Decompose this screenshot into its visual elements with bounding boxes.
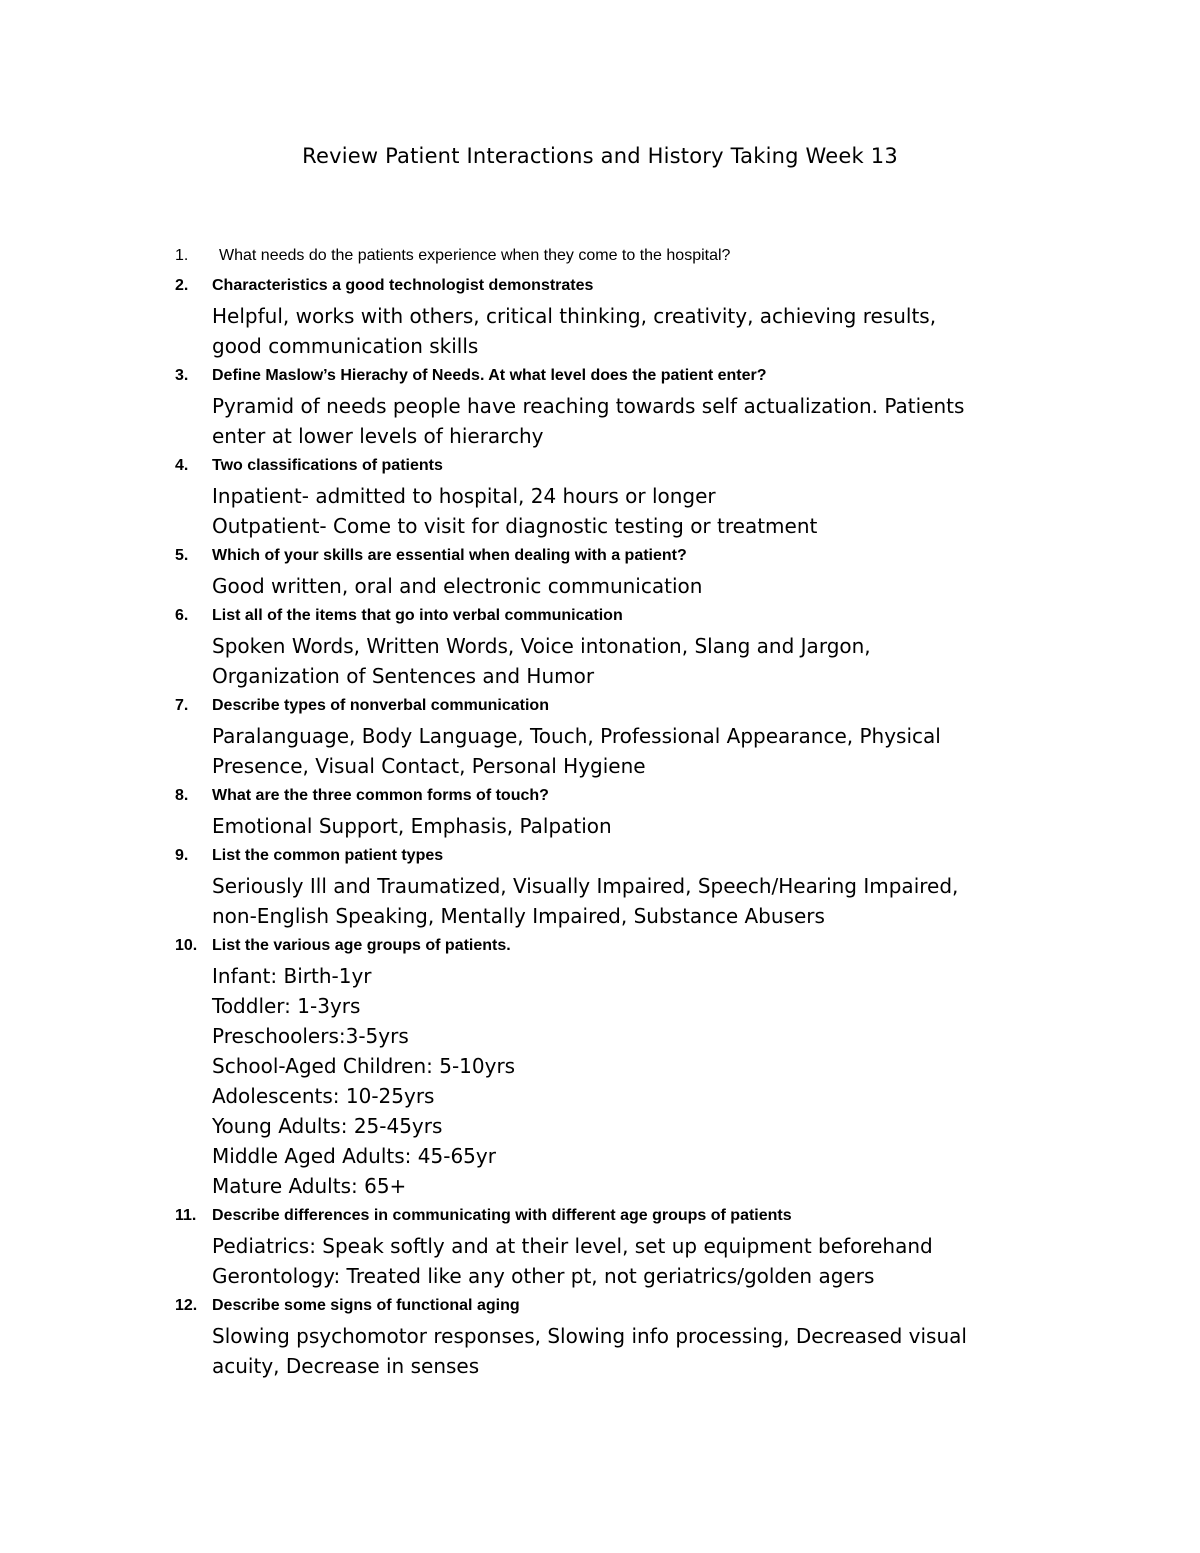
question-text: Define Maslow’s Hierachy of Needs. At what level does the patient enter? [212, 367, 767, 384]
question-text: Describe types of nonverbal communication [212, 697, 549, 714]
answer-line: non-English Speaking, Mentally Impaired, Substance Abusers [212, 904, 825, 928]
answer-line: Mature Adults: 65+ [212, 1174, 407, 1198]
question-item [175, 241, 1075, 271]
question-number: 9. [175, 847, 189, 864]
question-number: 2. [175, 277, 189, 294]
answer-line: Pyramid of needs people have reaching towards self actualization. Patients [212, 394, 965, 418]
question-item [175, 781, 1075, 841]
question-number: 7. [175, 697, 189, 714]
answer-line: acuity, Decrease in senses [212, 1354, 480, 1378]
question-item [175, 451, 1075, 541]
question-text: Characteristics a good technologist demonstrates [212, 277, 594, 294]
answer-line: Preschoolers:3-5yrs [212, 1024, 409, 1048]
answer-line: Slowing psychomotor responses, Slowing info processing, Decreased visual [212, 1324, 967, 1348]
answer-line: good communication skills [212, 334, 479, 358]
question-item [175, 601, 1075, 691]
answer-line: Spoken Words, Written Words, Voice intonation, Slang and Jargon, [212, 634, 871, 658]
question-text: Two classifications of patients [212, 457, 443, 474]
question-number: 11. [175, 1207, 197, 1224]
question-item [175, 361, 1075, 451]
question-text: Describe some signs of functional aging [212, 1297, 520, 1314]
question-item [175, 691, 1075, 781]
question-item [175, 1201, 1075, 1291]
question-item [175, 931, 1075, 1201]
answer-line: Pediatrics: Speak softly and at their level, set up equipment beforehand [212, 1234, 933, 1258]
question-text: List all of the items that go into verbal communication [212, 607, 623, 624]
answer-line: School-Aged Children: 5-10yrs [212, 1054, 516, 1078]
question-list [175, 241, 1075, 1381]
question-number: 12. [175, 1297, 198, 1314]
answer-line: Seriously Ill and Traumatized, Visually Impaired, Speech/Hearing Impaired, [212, 874, 959, 898]
answer-line: Infant: Birth-1yr [212, 964, 372, 988]
page-title: Review Patient Interactions and History Taking Week 13 [302, 144, 898, 168]
question-number: 4. [175, 457, 189, 474]
question-text: List the various age groups of patients. [212, 937, 511, 954]
question-item [175, 271, 1075, 361]
answer-line: Presence, Visual Contact, Personal Hygiene [212, 754, 646, 778]
answer-line: Good written, oral and electronic communication [212, 574, 703, 598]
question-item [175, 1291, 1075, 1381]
answer-line: enter at lower levels of hierarchy [212, 424, 544, 448]
question-text: What needs do the patients experience when they come to the hospital? [219, 247, 731, 264]
question-number: 3. [175, 367, 189, 384]
question-item [175, 841, 1075, 931]
answer-line: Outpatient- Come to visit for diagnostic testing or treatment [212, 514, 818, 538]
answer-line: Toddler: 1-3yrs [212, 994, 361, 1018]
question-text: Describe differences in communicating with different age groups of patients [212, 1207, 792, 1224]
answer-line: Adolescents: 10-25yrs [212, 1084, 435, 1108]
question-text: Which of your skills are essential when dealing with a patient? [212, 547, 687, 564]
answer-line: Helpful, works with others, critical thinking, creativity, achieving results, [212, 304, 937, 328]
question-number: 5. [175, 547, 189, 564]
answer-line: Inpatient- admitted to hospital, 24 hours or longer [212, 484, 716, 508]
question-number: 10. [175, 937, 198, 954]
answer-line: Organization of Sentences and Humor [212, 664, 595, 688]
answer-line: Gerontology: Treated like any other pt, not geriatrics/golden agers [212, 1264, 875, 1288]
question-number: 6. [175, 607, 189, 624]
answer-line: Young Adults: 25-45yrs [212, 1114, 443, 1138]
question-text: What are the three common forms of touch? [212, 787, 549, 804]
answer-line: Emotional Support, Emphasis, Palpation [212, 814, 612, 838]
question-text: List the common patient types [212, 847, 444, 864]
answer-line: Paralanguage, Body Language, Touch, Professional Appearance, Physical [212, 724, 941, 748]
question-number: 8. [175, 787, 189, 804]
question-number: 1. [175, 247, 189, 264]
answer-line: Middle Aged Adults: 45-65yr [212, 1144, 496, 1168]
question-item [175, 541, 1075, 601]
